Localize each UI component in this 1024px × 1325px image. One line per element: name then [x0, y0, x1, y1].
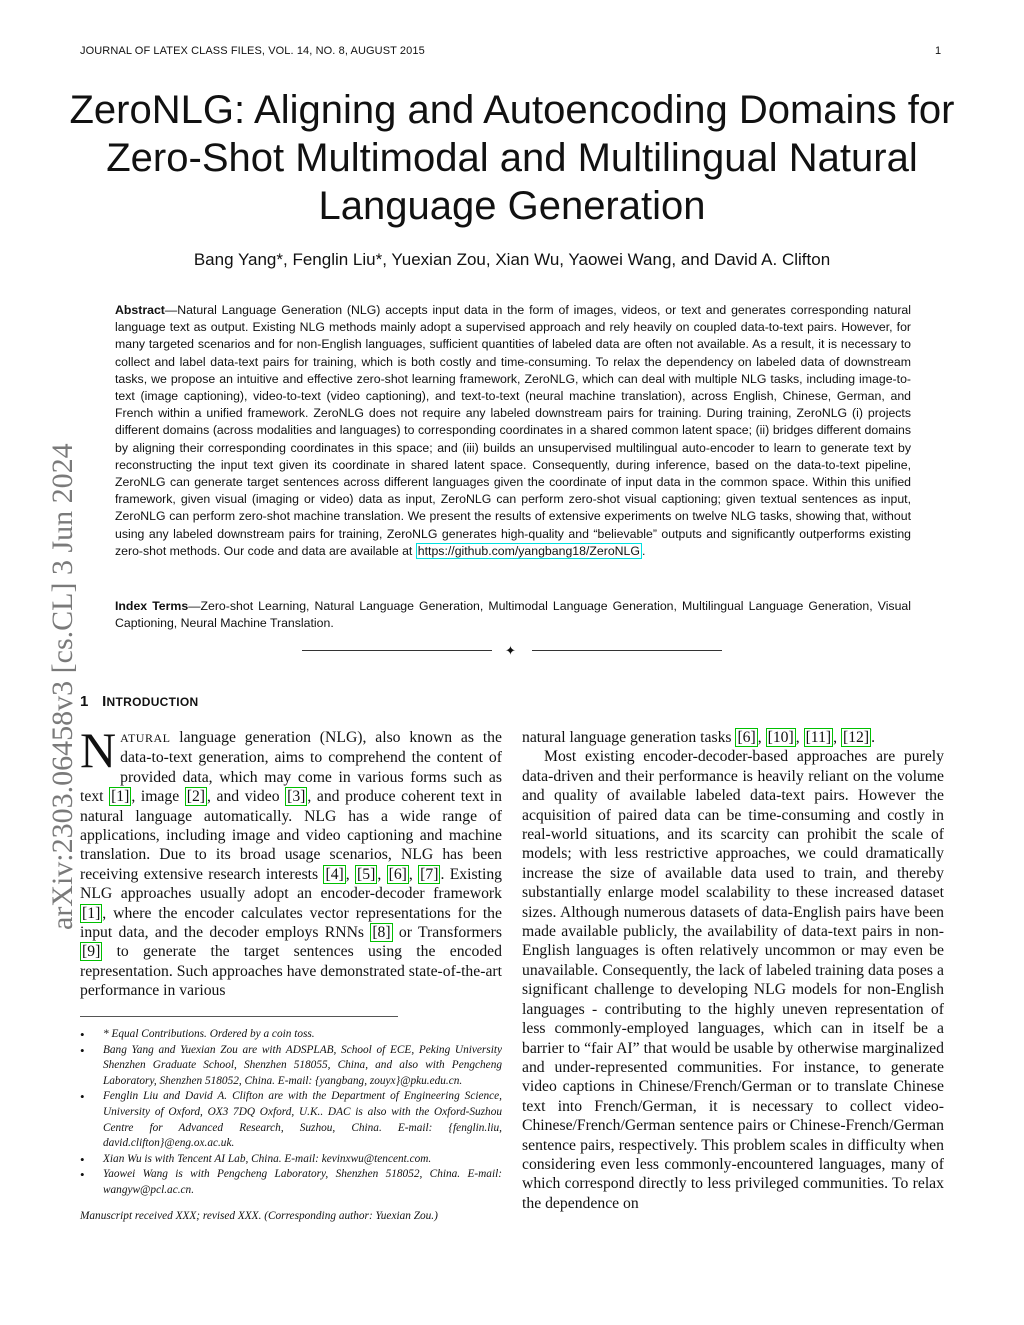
author-list: Bang Yang*, Fenglin Liu*, Yuexian Zou, Xian Wu, Yaowei Wang, and David A. Clifton: [193, 250, 831, 269]
footnotes: [80, 1027, 502, 1224]
section-separator: [300, 642, 724, 658]
footnote-text: Xian Wu is with Tencent AI Lab, China. E-mail: kevinxwu@tencent.com.: [103, 1152, 432, 1165]
paper-title: ZeroNLG: Aligning and Autoencoding Domains for Zero-Shot Multimodal and Multilingual Natural Language Generation: [69, 88, 955, 228]
text-run: ,: [408, 865, 419, 883]
footnote-item: [80, 1043, 502, 1090]
manuscript-note: Manuscript received XXX; revised XXX. (Corresponding author: Yuexian Zou.): [80, 1209, 438, 1222]
section-title-rest: NTRODUCTION: [106, 695, 199, 709]
separator-diamond-icon: ✦: [505, 643, 516, 658]
intro-paragraph-1-continued: [522, 728, 944, 747]
code-link[interactable]: https://github.com/yangbang18/ZeroNLG: [417, 543, 640, 558]
intro-paragraph-2: Most existing encoder-decoder-based approaches are purely data-driven and their performance is heavily reliant on the volume and quality of available labeled data-text pairs. However the acquisition of paired data can be time-consuming and costly in real-world situations, and its scarcity can prohibit the scale of models; with less restrictive approaches, we could dramatically increase the size of available data used to train, and thereby substantially enlarge model scalability to these increased dataset sizes. Although numerous datasets of data-English pairs have been made available publicly, the availability of data-text pairs in non-English languages is often relatively uncommon or may even be unavailable. Consequently, the lack of labeled training data poses a significant challenge to developing NLG models for non-English languages - contributing to the highly uneven representation of less commonly-employed languages, which can in itself be a barrier to “fair AI” that would be usable by otherwise marginalized and under-represented communities. For instance, to generate video captions in Chinese/French/German or to translate Chinese text into French/German, it is necessary to collect video-Chinese/French/German sentence pairs or Chinese-French/German sentence pairs, respectively. This problem scales in difficulty when considering even less commonly-encountered languages, many of which correspond directly to less privileged communities. To relax the dependence on: [522, 748, 944, 1212]
footnote-item: [80, 1152, 502, 1168]
footnote-text: Bang Yang and Yuexian Zou are with ADSPLAB, School of ECE, Peking University Shenzhen Graduate School, Shenzhen 518055, China, and also with Pengcheng Laboratory, Shenzhen 518052, China. E-mail: {yangbang, zouyx}@pku.edu.cn.: [103, 1043, 502, 1087]
citation-link[interactable]: [5]: [357, 865, 376, 883]
text-run: , where the encoder calculates vector representations for the input data, and the decoder employs RNNs: [80, 904, 502, 942]
text-run: . Existing NLG approaches usually adopt an encoder-decoder framework: [80, 865, 503, 903]
footnote-rule: [80, 1016, 398, 1017]
bullet-icon: •: [80, 1089, 85, 1105]
text-run: language generation (NLG), also known as the data-to-text generation, aims to comprehend the content of provided data, which may come in various forms such as text: [80, 729, 502, 806]
left-column: [80, 722, 503, 1001]
text-run: , image: [131, 788, 185, 806]
text-run: ,: [833, 729, 841, 746]
footnote-text: Fenglin Liu and David A. Clifton are with the Department of Engineering Science, University of Oxford, OX3 7DQ Oxford, U.K.. DAC is also with the Oxford-Suzhou Centre for Advanced Research, Suzhou, China. E-mail: {fenglin.liu, david.clifton}@eng.ox.ac.uk.: [103, 1090, 502, 1150]
citation-link[interactable]: [7]: [420, 865, 439, 883]
abstract-label: Abstract: [115, 303, 165, 317]
footnote-item: [80, 1089, 502, 1151]
citation-link[interactable]: [8]: [372, 924, 391, 942]
index-terms: [115, 598, 911, 632]
section-number: 1: [80, 693, 89, 710]
text-run: .: [871, 729, 876, 746]
index-terms-text: —Zero-shot Learning, Natural Language Generation, Multimodal Language Generation, Multilingual Language Generation, Visual Captioning, Neural Machine Translation.: [115, 599, 911, 631]
bullet-icon: •: [80, 1151, 85, 1167]
citation-link[interactable]: [9]: [82, 943, 101, 961]
citation-link[interactable]: [6]: [388, 865, 407, 883]
section-first-letter: I: [102, 693, 107, 710]
intro-paragraph-1: [80, 722, 503, 1001]
footnote-item: [80, 1027, 502, 1043]
citation-link[interactable]: [3]: [287, 788, 306, 806]
citation-link[interactable]: [6]: [737, 729, 756, 746]
abstract: [115, 302, 911, 560]
citation-link[interactable]: [11]: [805, 729, 832, 746]
citation-link[interactable]: [4]: [325, 865, 344, 883]
arxiv-identifier: arXiv:2303.06458v3 [cs.CL] 3 Jun 2024: [46, 443, 79, 930]
text-run: ,: [345, 865, 356, 883]
citation-link[interactable]: [1]: [111, 788, 130, 806]
text-run: natural language generation tasks: [522, 729, 736, 746]
separator-rule-left: [302, 650, 492, 651]
text-run: ,: [377, 865, 387, 883]
text-run: or Transformers: [392, 924, 502, 942]
abstract-text: —Natural Language Generation (NLG) accepts input data in the form of images, videos, or text and generates corresponding natural language text as output. Existing NLG methods mainly adopt a supervised approach and rely heavily on coupled data-to-text pairs. However, for many targeted scenarios and for non-English languages, sufficient quantities of labeled data are often not available. As a result, it is necessary to collect and label data-text pairs for training, which is both costly and time-consuming. To relax the dependency on labeled data of downstream tasks, we propose an intuitive and effective zero-shot learning framework, ZeroNLG, which can deal with multiple NLG tasks, including image-to-text (image captioning), video-to-text (video captioning), and text-to-text (neural machine translation), across English, Chinese, German, and French within a unified framework. ZeroNLG does not require any labeled downstream pairs for training. During training, ZeroNLG (i) projects different domains (across modalities and languages) to corresponding coordinates in a shared common latent space; (ii) bridges different domains by aligning their corresponding coordinates in this space; and (iii) builds an unsupervised multilingual auto-encoder to learn to generate text by reconstructing the input text given its coordinate in shared latent space. Consequently, during inference, based on the data-to-text pipeline, ZeroNLG can generate target sentences across different languages given the coordinate of input data in the common space. Within this unified framework, given visual (imaging or video) data as input, ZeroNLG can perform zero-shot visual captioning; given textual sentences as input, ZeroNLG can perform zero-shot machine translation. We present the results of extensive experiments on twelve NLG tasks, showing that, without using any labeled downstream pairs for training, ZeroNLG generates high-quality and “believable” outputs and significantly outperforms existing zero-shot methods. Our code and data are available at: [115, 303, 911, 558]
running-header: JOURNAL OF LATEX CLASS FILES, VOL. 14, NO. 8, AUGUST 2015: [80, 45, 425, 57]
right-column: [522, 728, 944, 1213]
footnote-item: [80, 1167, 502, 1198]
separator-rule-right: [532, 650, 722, 651]
abstract-end: .: [641, 543, 646, 558]
intro-smallcaps: ATURAL: [120, 731, 171, 745]
text-run: ,: [757, 729, 766, 746]
section-heading-introduction: [80, 693, 199, 710]
citation-link[interactable]: [2]: [186, 788, 206, 806]
bullet-icon: •: [80, 1042, 85, 1058]
footnote-text: Yaowei Wang is with Pengcheng Laboratory, Shenzhen 518052, China. E-mail: wangyw@pcl.ac.cn.: [103, 1168, 502, 1196]
text-run: , and produce coherent text in natural language automatically. NLG has a wide range of applications, including image and video captioning and machine translation. Due to its broad usage scenarios, NLG has been receiving extensive research interests: [80, 788, 502, 883]
index-terms-label: Index Terms: [115, 599, 189, 613]
page-number: 1: [935, 45, 942, 57]
drop-cap: N: [80, 722, 117, 778]
text-run: to generate the target sentences using the encoded representation. Such approaches have demonstrated state-of-the-art performance in various: [80, 943, 502, 1000]
citation-link[interactable]: [1]: [82, 904, 101, 922]
text-run: , and video: [207, 788, 286, 806]
text-run: ,: [795, 729, 804, 746]
bullet-icon: •: [80, 1167, 85, 1183]
footnote-text: * Equal Contributions. Ordered by a coin toss.: [103, 1028, 315, 1040]
citation-link[interactable]: [12]: [842, 729, 870, 746]
bullet-icon: •: [80, 1027, 85, 1042]
citation-link[interactable]: [10]: [767, 729, 794, 746]
